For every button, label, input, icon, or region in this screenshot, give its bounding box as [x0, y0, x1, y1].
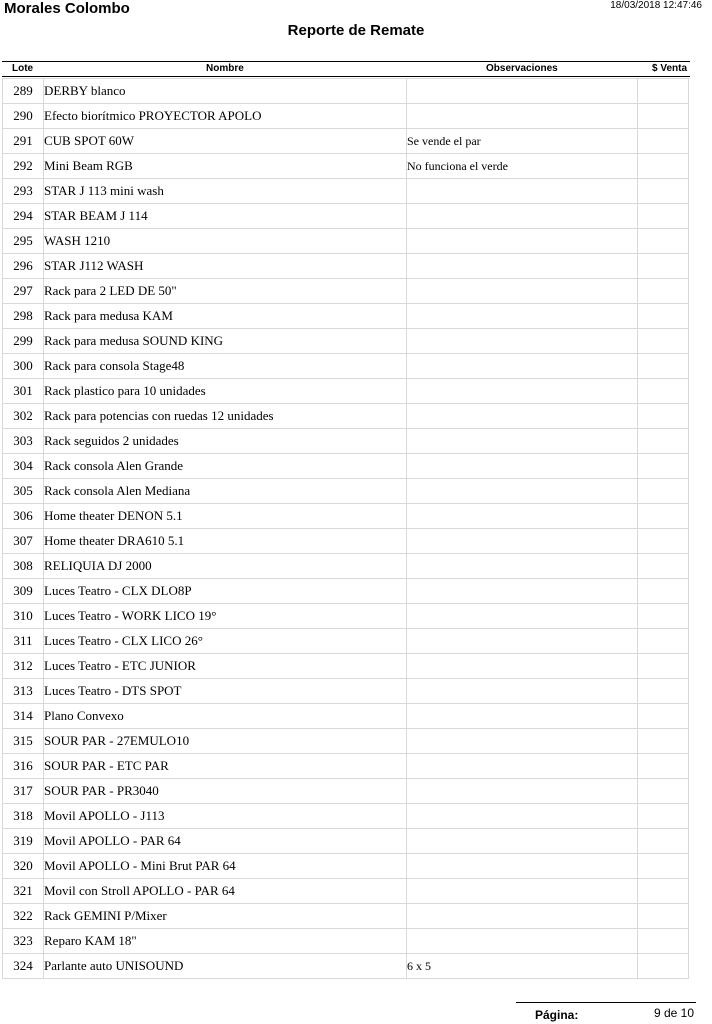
table-row	[3, 554, 689, 579]
observaciones-cell	[407, 929, 638, 954]
observaciones-cell	[407, 179, 638, 204]
nombre-cell: Rack para medusa SOUND KING	[44, 329, 407, 354]
table-row	[3, 254, 689, 279]
table-row	[3, 604, 689, 629]
observaciones-cell	[407, 854, 638, 879]
nombre-cell: Rack consola Alen Grande	[44, 454, 407, 479]
observaciones-cell: 6 x 5	[407, 954, 638, 979]
venta-cell	[638, 554, 689, 579]
venta-cell	[638, 104, 689, 129]
lote-cell: 305	[3, 479, 44, 504]
observaciones-cell	[407, 779, 638, 804]
lote-cell: 316	[3, 754, 44, 779]
table-row	[3, 879, 689, 904]
venta-cell	[638, 679, 689, 704]
company-name: Morales Colombo	[4, 0, 130, 17]
observaciones-cell	[407, 604, 638, 629]
table-row	[3, 229, 689, 254]
lote-cell: 313	[3, 679, 44, 704]
table-row	[3, 79, 689, 104]
table-row	[3, 804, 689, 829]
table-row	[3, 204, 689, 229]
column-header-nombre: Nombre	[206, 63, 244, 74]
nombre-cell: Movil con Stroll APOLLO - PAR 64	[44, 879, 407, 904]
venta-cell	[638, 804, 689, 829]
nombre-cell: Rack para medusa KAM	[44, 304, 407, 329]
table-row	[3, 404, 689, 429]
venta-cell	[638, 779, 689, 804]
nombre-cell: Reparo KAM 18"	[44, 929, 407, 954]
venta-cell	[638, 729, 689, 754]
lote-cell: 304	[3, 454, 44, 479]
page-number: 9 de 10	[653, 1006, 694, 1020]
venta-cell	[638, 304, 689, 329]
venta-cell	[638, 829, 689, 854]
nombre-cell: STAR J 113 mini wash	[44, 179, 407, 204]
observaciones-cell	[407, 229, 638, 254]
lote-cell: 317	[3, 779, 44, 804]
lote-cell: 315	[3, 729, 44, 754]
venta-cell	[638, 429, 689, 454]
items-table	[2, 78, 689, 979]
lote-cell: 323	[3, 929, 44, 954]
table-row	[3, 629, 689, 654]
lote-cell: 291	[3, 129, 44, 154]
observaciones-cell	[407, 554, 638, 579]
nombre-cell: Mini Beam RGB	[44, 154, 407, 179]
observaciones-cell	[407, 579, 638, 604]
venta-cell	[638, 604, 689, 629]
observaciones-cell	[407, 754, 638, 779]
nombre-cell: Luces Teatro - ETC JUNIOR	[44, 654, 407, 679]
venta-cell	[638, 454, 689, 479]
nombre-cell: Rack para consola Stage48	[44, 354, 407, 379]
nombre-cell: Parlante auto UNISOUND	[44, 954, 407, 979]
observaciones-cell	[407, 454, 638, 479]
venta-cell	[638, 129, 689, 154]
table-row	[3, 379, 689, 404]
venta-cell	[638, 704, 689, 729]
observaciones-cell	[407, 279, 638, 304]
observaciones-cell: No funciona el verde	[407, 154, 638, 179]
nombre-cell: RELIQUIA DJ 2000	[44, 554, 407, 579]
table-row	[3, 329, 689, 354]
nombre-cell: Movil APOLLO - PAR 64	[44, 829, 407, 854]
venta-cell	[638, 179, 689, 204]
nombre-cell: Rack seguidos 2 unidades	[44, 429, 407, 454]
observaciones-cell	[407, 254, 638, 279]
nombre-cell: STAR J112 WASH	[44, 254, 407, 279]
venta-cell	[638, 654, 689, 679]
table-row	[3, 179, 689, 204]
lote-cell: 293	[3, 179, 44, 204]
items-table-body	[3, 79, 689, 979]
observaciones-cell	[407, 804, 638, 829]
column-header-lote: Lote	[12, 63, 34, 74]
venta-cell	[638, 79, 689, 104]
venta-cell	[638, 504, 689, 529]
lote-cell: 290	[3, 104, 44, 129]
observaciones-cell	[407, 304, 638, 329]
observaciones-cell	[407, 904, 638, 929]
lote-cell: 301	[3, 379, 44, 404]
nombre-cell: Home theater DENON 5.1	[44, 504, 407, 529]
observaciones-cell	[407, 679, 638, 704]
table-row	[3, 954, 689, 979]
table-row	[3, 104, 689, 129]
lote-cell: 312	[3, 654, 44, 679]
table-row	[3, 304, 689, 329]
observaciones-cell	[407, 329, 638, 354]
lote-cell: 308	[3, 554, 44, 579]
venta-cell	[638, 229, 689, 254]
column-header-venta: $ Venta	[652, 63, 688, 74]
observaciones-cell	[407, 429, 638, 454]
table-row	[3, 354, 689, 379]
table-row	[3, 679, 689, 704]
lote-cell: 320	[3, 854, 44, 879]
observaciones-cell	[407, 529, 638, 554]
lote-cell: 321	[3, 879, 44, 904]
venta-cell	[638, 954, 689, 979]
observaciones-cell	[407, 654, 638, 679]
lote-cell: 307	[3, 529, 44, 554]
nombre-cell: SOUR PAR - PR3040	[44, 779, 407, 804]
lote-cell: 318	[3, 804, 44, 829]
lote-cell: 299	[3, 329, 44, 354]
observaciones-cell	[407, 629, 638, 654]
table-row	[3, 729, 689, 754]
lote-cell: 298	[3, 304, 44, 329]
lote-cell: 309	[3, 579, 44, 604]
table-row	[3, 904, 689, 929]
lote-cell: 314	[3, 704, 44, 729]
venta-cell	[638, 854, 689, 879]
venta-cell	[638, 404, 689, 429]
table-row	[3, 279, 689, 304]
table-row	[3, 129, 689, 154]
nombre-cell: Luces Teatro - CLX LICO 26°	[44, 629, 407, 654]
footer-divider	[516, 1002, 696, 1003]
observaciones-cell	[407, 879, 638, 904]
venta-cell	[638, 754, 689, 779]
lote-cell: 296	[3, 254, 44, 279]
nombre-cell: Rack GEMINI P/Mixer	[44, 904, 407, 929]
nombre-cell: Movil APOLLO - J113	[44, 804, 407, 829]
table-row	[3, 479, 689, 504]
table-row	[3, 579, 689, 604]
lote-cell: 324	[3, 954, 44, 979]
observaciones-cell	[407, 79, 638, 104]
table-row	[3, 929, 689, 954]
nombre-cell: Luces Teatro - CLX DLO8P	[44, 579, 407, 604]
observaciones-cell	[407, 404, 638, 429]
lote-cell: 306	[3, 504, 44, 529]
venta-cell	[638, 354, 689, 379]
nombre-cell: Plano Convexo	[44, 704, 407, 729]
lote-cell: 303	[3, 429, 44, 454]
column-header-divider	[2, 76, 690, 77]
nombre-cell: Home theater DRA610 5.1	[44, 529, 407, 554]
venta-cell	[638, 529, 689, 554]
table-row	[3, 704, 689, 729]
lote-cell: 302	[3, 404, 44, 429]
observaciones-cell	[407, 729, 638, 754]
table-row	[3, 779, 689, 804]
nombre-cell: Luces Teatro - WORK LICO 19°	[44, 604, 407, 629]
venta-cell	[638, 629, 689, 654]
venta-cell	[638, 879, 689, 904]
lote-cell: 300	[3, 354, 44, 379]
observaciones-cell	[407, 504, 638, 529]
lote-cell: 319	[3, 829, 44, 854]
venta-cell	[638, 279, 689, 304]
venta-cell	[638, 904, 689, 929]
report-datetime: 18/03/2018 12:47:46	[610, 0, 702, 11]
lote-cell: 311	[3, 629, 44, 654]
nombre-cell: Rack plastico para 10 unidades	[44, 379, 407, 404]
observaciones-cell	[407, 479, 638, 504]
lote-cell: 297	[3, 279, 44, 304]
observaciones-cell	[407, 204, 638, 229]
nombre-cell: Rack consola Alen Mediana	[44, 479, 407, 504]
venta-cell	[638, 929, 689, 954]
page-label: Página:	[535, 1008, 579, 1022]
table-row	[3, 654, 689, 679]
table-row	[3, 504, 689, 529]
nombre-cell: DERBY blanco	[44, 79, 407, 104]
report-title: Reporte de Remate	[287, 22, 425, 39]
nombre-cell: Luces Teatro - DTS SPOT	[44, 679, 407, 704]
nombre-cell: SOUR PAR - 27EMULO10	[44, 729, 407, 754]
table-row	[3, 829, 689, 854]
observaciones-cell	[407, 104, 638, 129]
nombre-cell: Movil APOLLO - Mini Brut PAR 64	[44, 854, 407, 879]
nombre-cell: SOUR PAR - ETC PAR	[44, 754, 407, 779]
table-row	[3, 854, 689, 879]
venta-cell	[638, 204, 689, 229]
table-row	[3, 429, 689, 454]
nombre-cell: STAR BEAM J 114	[44, 204, 407, 229]
venta-cell	[638, 479, 689, 504]
observaciones-cell: Se vende el par	[407, 129, 638, 154]
header-divider	[2, 61, 690, 62]
observaciones-cell	[407, 379, 638, 404]
nombre-cell: WASH 1210	[44, 229, 407, 254]
nombre-cell: Rack para potencias con ruedas 12 unidades	[44, 404, 407, 429]
observaciones-cell	[407, 829, 638, 854]
nombre-cell: CUB SPOT 60W	[44, 129, 407, 154]
lote-cell: 294	[3, 204, 44, 229]
venta-cell	[638, 329, 689, 354]
venta-cell	[638, 379, 689, 404]
lote-cell: 289	[3, 79, 44, 104]
column-header-observaciones: Observaciones	[486, 63, 558, 74]
table-row	[3, 154, 689, 179]
venta-cell	[638, 154, 689, 179]
lote-cell: 295	[3, 229, 44, 254]
observaciones-cell	[407, 354, 638, 379]
observaciones-cell	[407, 704, 638, 729]
table-row	[3, 754, 689, 779]
nombre-cell: Rack para 2 LED DE 50"	[44, 279, 407, 304]
venta-cell	[638, 579, 689, 604]
table-row	[3, 454, 689, 479]
lote-cell: 322	[3, 904, 44, 929]
nombre-cell: Efecto biorítmico PROYECTOR APOLO	[44, 104, 407, 129]
lote-cell: 292	[3, 154, 44, 179]
lote-cell: 310	[3, 604, 44, 629]
table-row	[3, 529, 689, 554]
venta-cell	[638, 254, 689, 279]
